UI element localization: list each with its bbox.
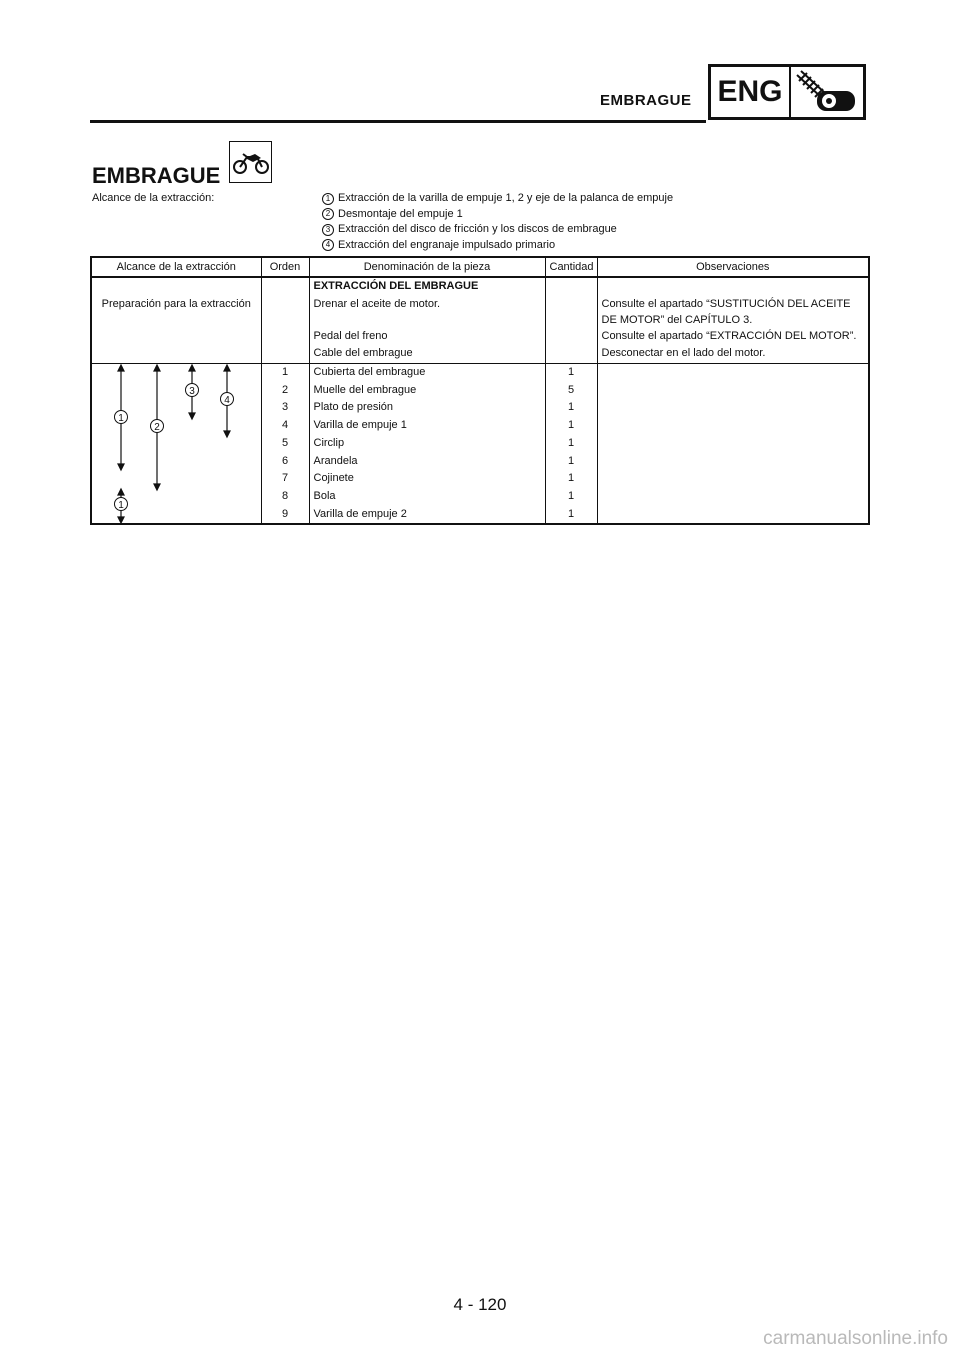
part-name: Plato de presión (309, 399, 545, 417)
diagram-label: 1 (118, 413, 124, 425)
quantity: 1 (545, 399, 597, 417)
engine-spring-icon (791, 67, 863, 117)
observation-line: Consulte el apartado “SUSTITUCIÓN DEL ACEITE (601, 297, 851, 310)
diagram-label: 4 (224, 395, 230, 407)
scope-item (322, 191, 673, 207)
scope-item (322, 207, 673, 223)
observation (597, 296, 869, 328)
engine-section-tab (708, 64, 866, 120)
quantity: 1 (545, 506, 597, 525)
quantity: 1 (545, 364, 597, 382)
circled-number: 1 (322, 193, 334, 205)
circled-number: 3 (322, 224, 334, 236)
observation (597, 364, 869, 525)
order-number: 3 (261, 399, 309, 417)
order-number: 6 (261, 453, 309, 471)
scope-item-text: Extracción del disco de fricción y los discos de embrague (338, 223, 617, 235)
part-name: Pedal del freno (309, 328, 545, 346)
header-title: EMBRAGUE (600, 92, 692, 109)
table-header-row (91, 257, 869, 277)
observation: Consulte el apartado “EXTRACCIÓN DEL MOTOR”. (597, 328, 869, 346)
motorcycle-icon (229, 141, 272, 183)
column-header: Denominación de la pieza (309, 257, 545, 277)
part-name: Bola (309, 488, 545, 506)
part-name: Cubierta del embrague (309, 364, 545, 382)
table-row (91, 364, 869, 382)
order-number: 4 (261, 417, 309, 435)
header-rule (90, 120, 706, 123)
order-number: 7 (261, 470, 309, 488)
watermark: carmanualsonline.info (763, 1328, 948, 1349)
parts-table (90, 256, 870, 525)
column-header: Alcance de la extracción (91, 257, 261, 277)
scope-item (322, 238, 673, 254)
quantity: 5 (545, 382, 597, 400)
quantity: 1 (545, 417, 597, 435)
eng-tag: ENG (711, 67, 791, 117)
page-number: 4 - 120 (453, 1295, 507, 1314)
observation-line: DE MOTOR” del CAPÍTULO 3. (601, 313, 753, 326)
part-name: Varilla de empuje 2 (309, 506, 545, 525)
table-row (91, 328, 869, 346)
removal-scope-diagram (91, 364, 261, 525)
removal-scope-list (322, 191, 673, 253)
order-number: 1 (261, 364, 309, 382)
circled-number: 4 (322, 239, 334, 251)
part-name: Arandela (309, 453, 545, 471)
part-name: Cojinete (309, 470, 545, 488)
scope-item-text: Extracción de la varilla de empuje 1, 2 y eje de la palanca de empuje (338, 192, 674, 204)
scope-item-text: Extracción del engranaje impulsado primario (338, 238, 556, 251)
table-row (91, 345, 869, 363)
table-row (91, 277, 869, 296)
section-title: EMBRAGUE (92, 163, 221, 188)
order-number: 9 (261, 506, 309, 525)
column-header: Orden (261, 257, 309, 277)
order-number: 2 (261, 382, 309, 400)
column-header: Observaciones (597, 257, 869, 277)
circled-number: 2 (322, 208, 334, 220)
scope-item-text: Desmontaje del empuje 1 (338, 207, 463, 220)
diagram-label: 1 (118, 500, 124, 512)
removal-scope-label: Alcance de la extracción: (92, 192, 215, 204)
quantity: 1 (545, 488, 597, 506)
part-name: Circlip (309, 435, 545, 453)
scope-item (322, 222, 673, 238)
table-row (91, 296, 869, 328)
part-name: Drenar el aceite de motor. (309, 296, 545, 328)
part-name: Varilla de empuje 1 (309, 417, 545, 435)
diagram-label: 2 (154, 422, 160, 434)
quantity: 1 (545, 470, 597, 488)
observation: Desconectar en el lado del motor. (597, 345, 869, 363)
group-title: EXTRACCIÓN DEL EMBRAGUE (309, 277, 545, 296)
diagram-label: 3 (189, 386, 195, 398)
column-header: Cantidad (545, 257, 597, 277)
part-name: Cable del embrague (309, 345, 545, 363)
order-number: 5 (261, 435, 309, 453)
quantity: 1 (545, 453, 597, 471)
prep-label: Preparación para la extracción (91, 296, 261, 328)
part-name: Muelle del embrague (309, 382, 545, 400)
quantity: 1 (545, 435, 597, 453)
order-number: 8 (261, 488, 309, 506)
